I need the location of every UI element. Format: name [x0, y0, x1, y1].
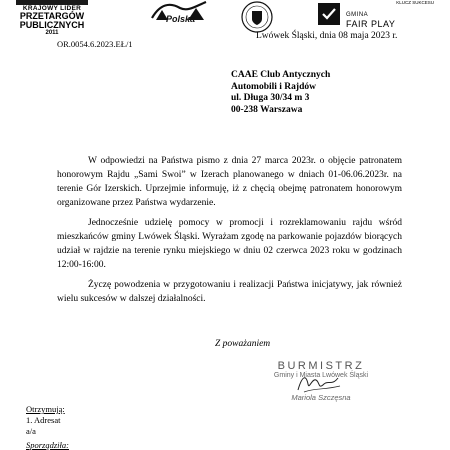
logo-polska: [150, 0, 208, 24]
paragraph-1: [57, 154, 402, 210]
svg-text:Polska: Polska: [166, 14, 196, 24]
polska-logo-icon: [150, 0, 208, 24]
recipient-line: ul. Długa 30/34 m 3: [231, 93, 310, 103]
prepared-by-heading: Sporządziła:: [26, 440, 69, 450]
greeting: Z poważaniem: [215, 339, 271, 349]
signature-icon: [294, 370, 344, 396]
paragraph-2-text: Jednocześnie udzielę pomocy w promocji i rozreklamowaniu rajdu wśród mieszkańców gminy Lwówek Śląski. Wyrażam zgodę na parkowanie pojazdów biorących udział w rajdzie na terenie rynku miejskiego w dniu 02 czerwca 2023 roku w godzinach 12:00-16:00.: [57, 218, 402, 270]
logo-line2: PRZETARGÓW: [19, 11, 85, 21]
paragraph-3-text: Życzę powodzenia w przygotowaniu i realizacji Państwa inicjatywy, jak również wielu sukcesów w dalszej działalności.: [57, 280, 402, 304]
paragraph-3: [57, 278, 402, 306]
logo-line4: 2011: [45, 30, 59, 36]
recipient-line: Automobili i Rajdów: [231, 81, 316, 92]
logo-line1: KRAJOWY LIDER: [22, 5, 82, 12]
stamp-subtitle: Gminy i Miasta Lwówek Śląski: [273, 372, 369, 379]
reference-number: OR.0054.6.2023.EŁ/1: [57, 39, 133, 49]
seal-icon: [240, 0, 274, 34]
logo-gmina-label: GMINA: [346, 12, 369, 18]
recipients-heading: Otrzymują:: [26, 404, 65, 414]
logo-klucz-sukcesu: KLUCZ SUKCESU: [396, 0, 434, 5]
logo-fair-play-label: FAIR PLAY: [346, 19, 396, 29]
paragraph-2: [57, 216, 402, 272]
recipients-list: [26, 404, 65, 437]
fair-play-check-icon: [318, 3, 340, 25]
recipient-line: 00-238 Warszawa: [231, 104, 303, 115]
paragraph-1-text: W odpowiedzi na Państwa pismo z dnia 27 marca 2023r. o objęcie patronatem honorowym Rajdu „Sami Swoi” w Izerach planowanego w dniach 01-06.06.2023r. na terenie Gór Izerskich. Uprzejmie informuję, iż z chęcią obejmę patronatem honorowym organizowane przez Państwa wydarzenie.: [57, 156, 402, 208]
logo-gmina-fair-play: [318, 0, 438, 30]
mayor-stamp: [256, 360, 386, 420]
stamp-title: BURMISTRZ: [277, 360, 365, 372]
logo-seal: [240, 0, 274, 34]
recipients-item: 1. Adresat: [26, 415, 61, 425]
logo-lider-przetargow: [12, 0, 92, 36]
place-date: Lwówek Śląski, dnia 08 maja 2023 r.: [256, 31, 398, 41]
recipients-item: a/a: [26, 426, 36, 436]
recipient-line: CAAE Club Antycznych: [231, 70, 331, 80]
stamp-name: Mariola Szczęsna: [291, 393, 351, 402]
recipient-address: [231, 70, 330, 116]
prepared-by: [26, 440, 69, 450]
logo-line3: PUBLICZNYCH: [19, 20, 85, 30]
